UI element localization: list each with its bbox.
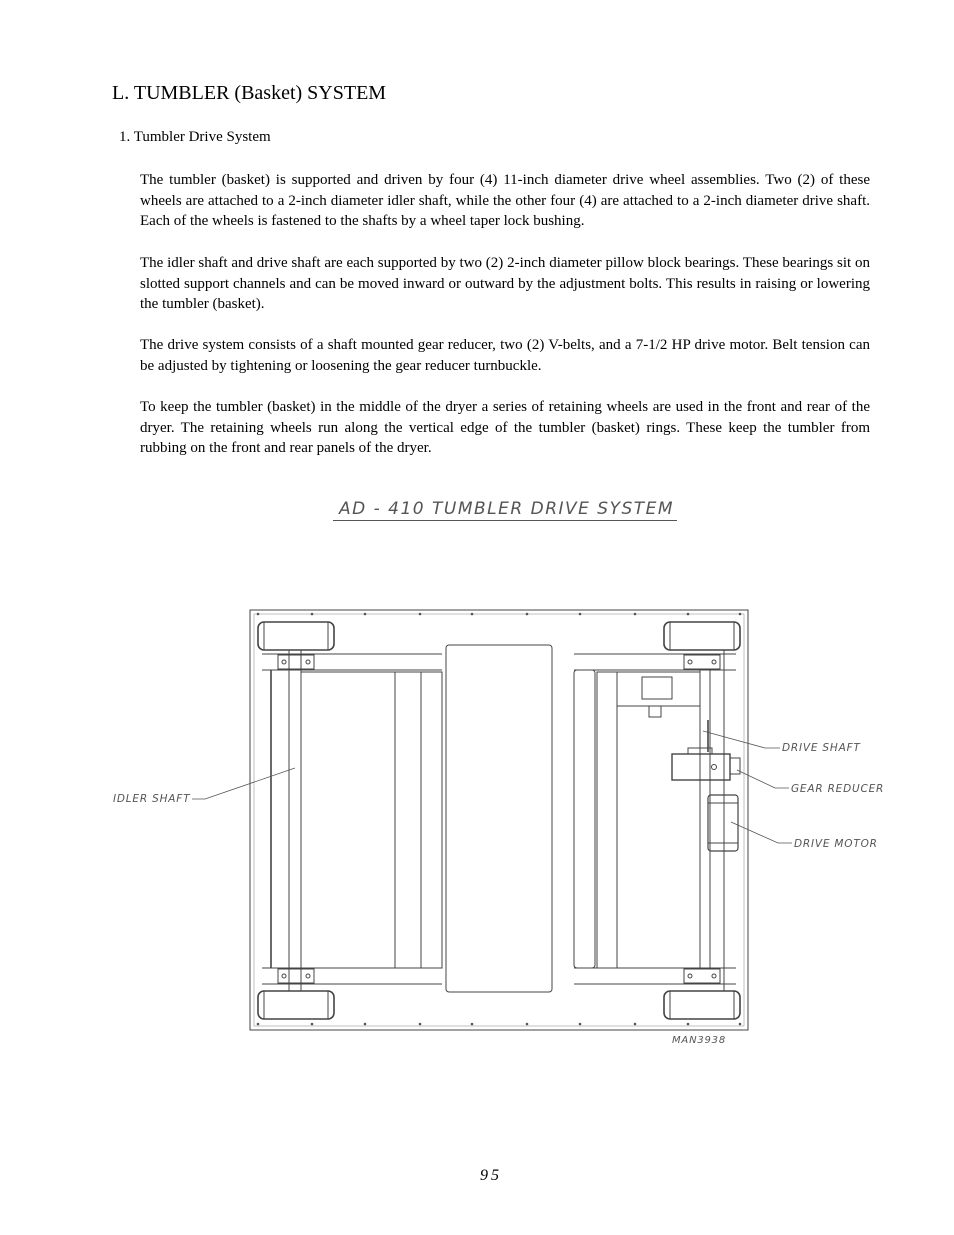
paragraph-bearings: The idler shaft and drive shaft are each supported by two (2) 2-inch diameter pillow block bearings. These bearings sit on slotted support channels and can be moved inward or outward by the adjustment bolts. This results in raising or lowering the tumbler (basket). bbox=[140, 255, 870, 312]
frame-outline bbox=[250, 610, 748, 1030]
label-drive-shaft: DRIVE SHAFT bbox=[782, 742, 861, 754]
bearing-top-right bbox=[684, 655, 720, 669]
label-drive-motor: DRIVE MOTOR bbox=[794, 838, 878, 850]
drawing-number: MAN3938 bbox=[672, 1035, 726, 1046]
drive-wheel-bottom-right bbox=[664, 991, 740, 1019]
paragraph-retaining-wheels: To keep the tumbler (basket) in the middle of the dryer a series of retaining wheels are used in the front and rear of the dryer. The retaining wheels run along the vertical edge of the tumbler (basket) rings. These keep the tumbler from rubbing on the front and rear panels of the dryer. bbox=[140, 399, 870, 456]
page-number: 95 bbox=[480, 1167, 502, 1184]
label-gear-reducer: GEAR REDUCER bbox=[791, 783, 885, 795]
paragraph-drive-system: The drive system consists of a shaft mounted gear reducer, two (2) V-belts, and a 7-1/2 HP drive motor. Belt tension can be adjusted by tightening or loosening the gear reducer turnbuckle. bbox=[140, 337, 870, 374]
figure-title: AD - 410 TUMBLER DRIVE SYSTEM bbox=[333, 498, 677, 521]
drive-wheel-bottom-left bbox=[258, 991, 334, 1019]
drive-wheel-top-right bbox=[664, 622, 740, 650]
motor-mount-plate bbox=[642, 677, 672, 699]
bearing-bottom-left bbox=[278, 969, 314, 983]
idler-shaft bbox=[271, 650, 301, 991]
subsection-heading: 1. Tumbler Drive System bbox=[119, 129, 271, 145]
drive-wheel-top-left bbox=[258, 622, 334, 650]
bearing-top-left bbox=[278, 655, 314, 669]
frame-bolts bbox=[257, 613, 742, 1026]
paragraph-drive-wheels: The tumbler (basket) is supported and driven by four (4) 11-inch diameter drive wheel assemblies. Two (2) of these wheels are attached to a 2-inch diameter idler shaft, while the other four (4) are attached to a 2-inch diameter drive shaft. Each of the wheels is fastened to the shafts by a wheel taper lock bushing. bbox=[140, 172, 870, 229]
gear-reducer bbox=[672, 748, 740, 780]
drive-shaft bbox=[700, 650, 724, 991]
tumbler-body bbox=[446, 645, 552, 992]
label-idler-shaft: IDLER SHAFT bbox=[113, 793, 191, 805]
bearing-bottom-right bbox=[684, 969, 720, 983]
section-heading: L. TUMBLER (Basket) SYSTEM bbox=[112, 82, 387, 104]
